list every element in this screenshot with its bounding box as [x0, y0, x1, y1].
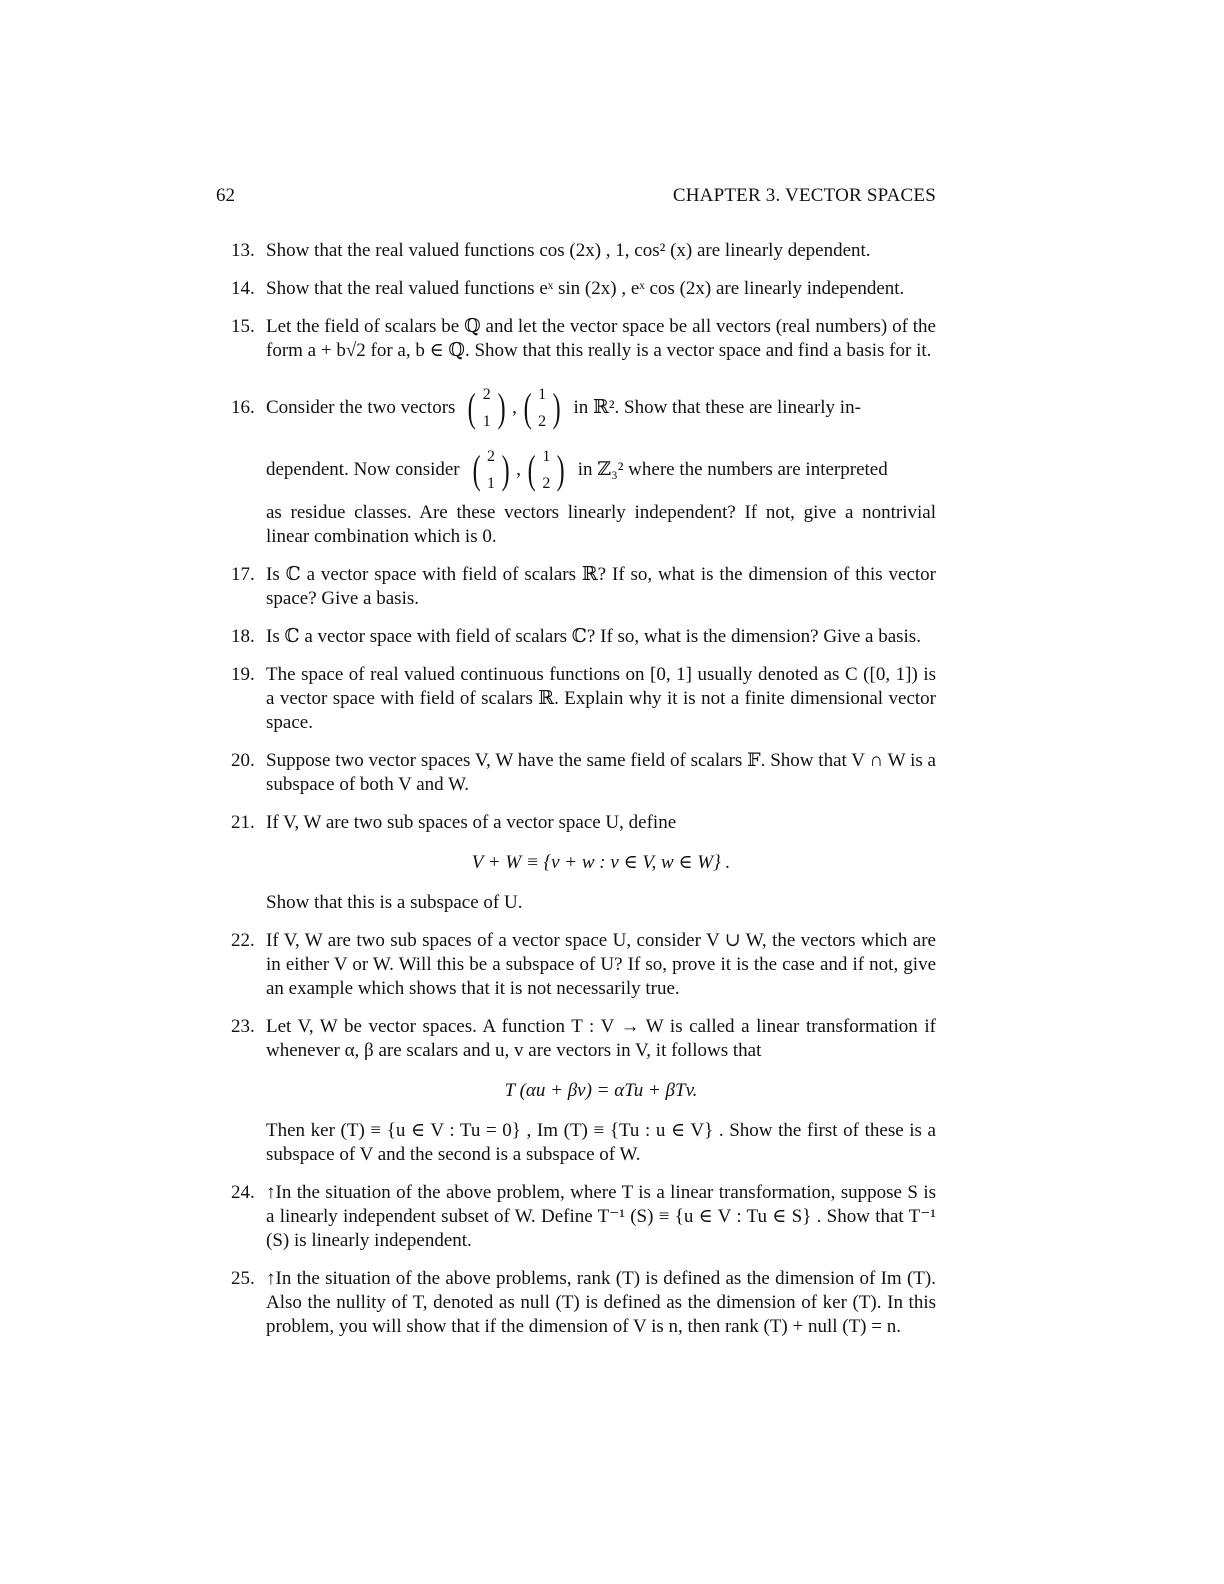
- exercise-number: 22.: [231, 930, 255, 951]
- exercise-text: If V, W are two sub spaces of a vector space U, define: [266, 812, 677, 833]
- exercise-number: 14.: [231, 278, 255, 299]
- exercise-14: [231, 277, 936, 301]
- exercise-text: as residue classes. Are these vectors linearly independent? If not, give a nontrivial linear combination which is 0.: [266, 502, 936, 547]
- exercise-text: Let V, W be vector spaces. A function T : V → W is called a linear transformation if whenever α, β are scalars and u, v are vectors in V, it follows that: [266, 1016, 936, 1061]
- exercise-list: [231, 239, 936, 1353]
- exercise-21: [231, 811, 936, 915]
- exercise-text: Consider the two vectors: [266, 397, 456, 418]
- exercise-number: 25.: [231, 1268, 255, 1289]
- exercise-number: 16.: [231, 397, 255, 418]
- exercise-18: [231, 625, 936, 649]
- exercise-25: [231, 1267, 936, 1339]
- column-vector: ( 2 1 ): [472, 447, 510, 492]
- exercise-text: in ℤ₃² where the numbers are interpreted: [577, 459, 888, 480]
- exercise-16: [231, 377, 936, 549]
- exercise-number: 18.: [231, 626, 255, 647]
- vector-line-2: dependent. Now consider ( 2 1 ) , ( 1 2 ) in ℤ₃² where the numbers are interpreted: [266, 439, 936, 501]
- exercise-15: [231, 315, 936, 363]
- exercise-20: [231, 749, 936, 797]
- exercise-number: 20.: [231, 750, 255, 771]
- exercise-text: ↑In the situation of the above problem, where T is a linear transformation, suppose S is a linearly independent subset of W. Define T⁻¹ (S) ≡ {u ∈ V : Tu ∈ S} . Show that T⁻¹ (S) is linearly independent.: [266, 1182, 936, 1251]
- exercise-22: [231, 929, 936, 1001]
- exercise-24: [231, 1181, 936, 1253]
- exercise-text: Show that the real valued functions eˣ sin (2x) , eˣ cos (2x) are linearly independent.: [266, 278, 905, 299]
- exercise-text: ↑In the situation of the above problems, rank (T) is defined as the dimension of Im (T). Also the nullity of T, denoted as null (T) is defined as the dimension of ker (T). In this problem, you will show that if the dimension of V is n, then rank (T) + null (T) = n.: [266, 1268, 936, 1337]
- exercise-number: 13.: [231, 240, 255, 261]
- chapter-title: CHAPTER 3. VECTOR SPACES: [672, 185, 936, 206]
- exercise-text: Show that the real valued functions cos (2x) , 1, cos² (x) are linearly dependent.: [266, 240, 871, 261]
- exercise-text: dependent. Now consider: [266, 459, 460, 480]
- column-vector: ( 1 2 ): [527, 447, 566, 492]
- display-equation: T (αu + βv) = αTu + βTv.: [504, 1080, 698, 1101]
- exercise-text: Is ℂ a vector space with field of scalars ℝ? If so, what is the dimension of this vector space? Give a basis.: [266, 564, 936, 609]
- exercise-13: [231, 239, 936, 263]
- exercise-number: 21.: [231, 812, 255, 833]
- exercise-text: Let the field of scalars be ℚ and let the vector space be all vectors (real numbers) of the form a + b√2 for a, b ∈ ℚ. Show that this really is a vector space and find a basis for it.: [266, 316, 936, 361]
- column-vector: ( 2 1 ): [468, 385, 506, 430]
- exercise-text: Then ker (T) ≡ {u ∈ V : Tu = 0} , Im (T) ≡ {Tu : u ∈ V} . Show the first of these is a subspace of V and the second is a subspace of W.: [266, 1120, 936, 1165]
- exercise-19: [231, 663, 936, 735]
- exercise-number: 24.: [231, 1182, 255, 1203]
- exercise-text: Suppose two vector spaces V, W have the same field of scalars 𝔽. Show that V ∩ W is a subspace of both V and W.: [266, 750, 936, 795]
- page-number: 62: [216, 185, 235, 206]
- exercise-text: The space of real valued continuous functions on [0, 1] usually denoted as C ([0, 1]) is a vector space with field of scalars ℝ. Explain why it is not a finite dimensional vector space.: [266, 664, 936, 733]
- vector-line-1: Consider the two vectors ( 2 1 ) , ( 1 2 ) in ℝ². Show that these are linearly in-: [266, 377, 936, 439]
- exercise-number: 23.: [231, 1016, 255, 1037]
- exercise-text: If V, W are two sub spaces of a vector space U, consider V ∪ W, the vectors which are in either V or W. Will this be a subspace of U? If so, prove it is the case and if not, give an example which shows that it is not necessarily true.: [266, 930, 936, 999]
- display-equation: V + W ≡ {v + w : v ∈ V, w ∈ W} .: [471, 852, 731, 873]
- exercise-23: [231, 1015, 936, 1167]
- column-vector: ( 1 2 ): [523, 385, 561, 430]
- exercise-number: 19.: [231, 664, 255, 685]
- exercise-17: [231, 563, 936, 611]
- exercise-text: in ℝ². Show that these are linearly in-: [573, 397, 861, 418]
- exercise-number: 17.: [231, 564, 255, 585]
- exercise-number: 15.: [231, 316, 255, 337]
- page-header: [216, 185, 936, 213]
- exercise-text: Is ℂ a vector space with field of scalars ℂ? If so, what is the dimension? Give a basis.: [266, 626, 921, 647]
- exercise-text: Show that this is a subspace of U.: [266, 892, 523, 913]
